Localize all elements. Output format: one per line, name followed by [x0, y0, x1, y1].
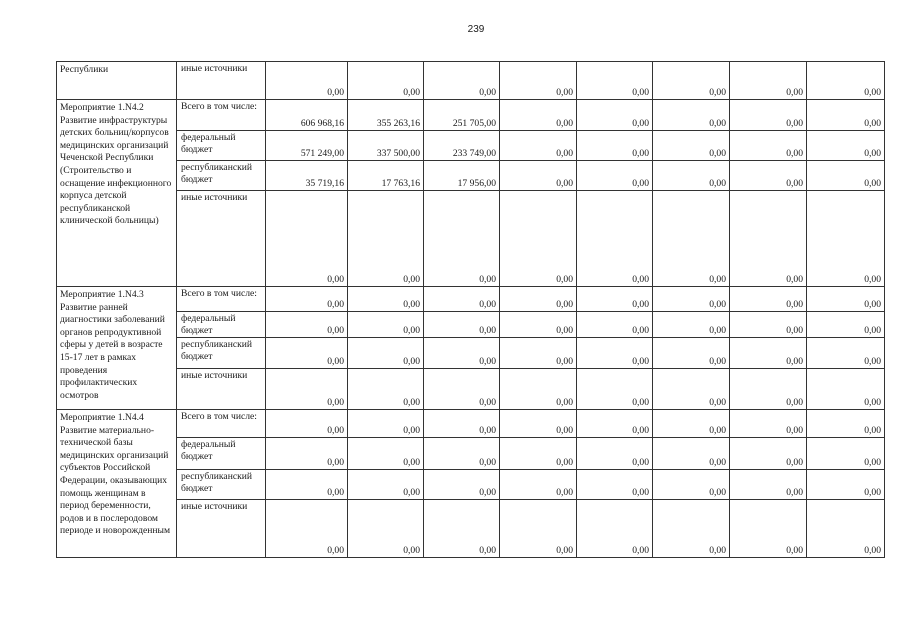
value-cell [500, 100, 577, 131]
value-text: 0,00 [786, 274, 803, 286]
value-cell [348, 470, 424, 500]
value-text: 0,00 [632, 457, 649, 469]
value-cell [500, 287, 577, 312]
value-text: 0,00 [556, 356, 573, 368]
value-text: 0,00 [786, 178, 803, 190]
value-text: 0,00 [864, 487, 881, 499]
value-text: 0,00 [327, 457, 344, 469]
value-cell [424, 338, 500, 369]
value-cell [807, 410, 885, 438]
table-row [57, 62, 885, 100]
value-text: 0,00 [556, 148, 573, 160]
value-cell [424, 410, 500, 438]
funding-source-cell: иные источники [177, 369, 266, 410]
value-cell [424, 161, 500, 191]
value-cell [730, 438, 807, 470]
table-row [57, 131, 885, 161]
value-cell [424, 100, 500, 131]
value-cell [348, 161, 424, 191]
value-cell [577, 62, 653, 100]
value-cell [348, 131, 424, 161]
value-cell [500, 62, 577, 100]
value-cell [348, 287, 424, 312]
value-text: 0,00 [709, 487, 726, 499]
value-text: 251 705,00 [452, 118, 496, 130]
value-cell [730, 369, 807, 410]
value-text: 0,00 [786, 148, 803, 160]
value-text: 0,00 [327, 356, 344, 368]
value-text: 0,00 [864, 325, 881, 337]
value-text: 0,00 [327, 397, 344, 409]
value-text: 0,00 [403, 87, 420, 99]
value-cell [348, 410, 424, 438]
value-text: 0,00 [479, 299, 496, 311]
value-text: 233 749,00 [452, 148, 496, 160]
value-cell [348, 191, 424, 287]
value-text: 0,00 [786, 118, 803, 130]
value-text: 0,00 [786, 545, 803, 557]
value-cell [266, 191, 348, 287]
value-cell [577, 438, 653, 470]
value-text: 0,00 [403, 425, 420, 437]
value-text: 0,00 [864, 274, 881, 286]
value-cell [500, 438, 577, 470]
table-row [57, 161, 885, 191]
value-text: 0,00 [632, 87, 649, 99]
value-text: 0,00 [786, 87, 803, 99]
value-cell [424, 438, 500, 470]
value-text: 0,00 [556, 425, 573, 437]
value-cell [577, 131, 653, 161]
value-text: 0,00 [327, 425, 344, 437]
value-text: 0,00 [403, 397, 420, 409]
table-row [57, 312, 885, 338]
value-cell [348, 369, 424, 410]
value-text: 0,00 [556, 397, 573, 409]
value-text: 0,00 [556, 274, 573, 286]
value-cell [807, 500, 885, 558]
value-text: 0,00 [632, 397, 649, 409]
value-text: 0,00 [632, 274, 649, 286]
funding-source-cell: федеральный бюджет [177, 312, 266, 338]
value-text: 0,00 [327, 325, 344, 337]
value-text: 0,00 [479, 425, 496, 437]
value-text: 0,00 [556, 325, 573, 337]
value-cell [653, 312, 730, 338]
value-cell [807, 191, 885, 287]
value-text: 0,00 [327, 299, 344, 311]
value-cell [266, 100, 348, 131]
value-cell [653, 191, 730, 287]
value-cell [730, 287, 807, 312]
value-text: 0,00 [327, 274, 344, 286]
value-cell [730, 312, 807, 338]
funding-source-cell: республиканский бюджет [177, 470, 266, 500]
table-row [57, 287, 885, 312]
value-text: 0,00 [403, 356, 420, 368]
value-text: 0,00 [556, 457, 573, 469]
value-cell [266, 500, 348, 558]
value-text: 0,00 [786, 457, 803, 469]
funding-source-cell: республиканский бюджет [177, 338, 266, 369]
value-cell [730, 191, 807, 287]
table-row [57, 438, 885, 470]
value-text: 0,00 [786, 397, 803, 409]
value-cell [424, 191, 500, 287]
table-row [57, 410, 885, 438]
value-cell [807, 287, 885, 312]
value-text: 0,00 [403, 299, 420, 311]
value-cell [577, 369, 653, 410]
value-text: 0,00 [556, 487, 573, 499]
value-cell [730, 100, 807, 131]
value-text: 0,00 [786, 425, 803, 437]
value-text: 35 719,16 [305, 178, 344, 190]
value-text: 0,00 [864, 545, 881, 557]
funding-source-cell: иные источники [177, 500, 266, 558]
value-text: 0,00 [632, 325, 649, 337]
value-text: 17 763,16 [381, 178, 420, 190]
value-cell [807, 100, 885, 131]
page-number: 239 [467, 24, 485, 35]
value-cell [266, 312, 348, 338]
value-cell [424, 62, 500, 100]
value-text: 0,00 [556, 299, 573, 311]
value-cell [424, 287, 500, 312]
measure-name-cell: Мероприятие 1.N4.3 Развитие ранней диагностики заболеваний органов репродуктивной сферы у детей в возрасте 15-17 лет в рамках проведения профилактических осмотров [57, 287, 177, 410]
value-text: 0,00 [709, 356, 726, 368]
value-text: 0,00 [403, 545, 420, 557]
value-text: 0,00 [556, 118, 573, 130]
measure-name-cell: Мероприятие 1.N4.4 Развитие материально-технической базы медицинских организаций субъектов Российской Федерации, оказывающих помощь женщинам в период беременности, родов и в послеродовом периоде и новорожденным [57, 410, 177, 558]
value-cell [424, 500, 500, 558]
value-cell [348, 62, 424, 100]
value-text: 0,00 [479, 397, 496, 409]
value-text: 0,00 [479, 457, 496, 469]
value-cell [266, 369, 348, 410]
value-text: 0,00 [327, 545, 344, 557]
table-row [57, 100, 885, 131]
table-row [57, 191, 885, 287]
value-cell [807, 312, 885, 338]
value-cell [807, 161, 885, 191]
value-text: 0,00 [556, 87, 573, 99]
value-cell [348, 312, 424, 338]
value-cell [348, 338, 424, 369]
value-cell [424, 312, 500, 338]
value-cell [807, 131, 885, 161]
value-cell [577, 191, 653, 287]
value-cell [348, 500, 424, 558]
value-text: 0,00 [632, 118, 649, 130]
value-cell [500, 338, 577, 369]
value-text: 0,00 [709, 457, 726, 469]
value-text: 0,00 [864, 356, 881, 368]
value-cell [348, 438, 424, 470]
value-cell [577, 470, 653, 500]
value-text: 0,00 [864, 425, 881, 437]
value-text: 0,00 [556, 545, 573, 557]
value-text: 0,00 [709, 118, 726, 130]
value-cell [500, 161, 577, 191]
value-cell [577, 287, 653, 312]
value-text: 0,00 [632, 356, 649, 368]
value-text: 0,00 [632, 545, 649, 557]
value-cell [500, 191, 577, 287]
value-cell [653, 500, 730, 558]
value-cell [653, 100, 730, 131]
value-cell [266, 410, 348, 438]
value-cell [577, 312, 653, 338]
value-cell [807, 438, 885, 470]
value-text: 0,00 [403, 325, 420, 337]
value-cell [730, 338, 807, 369]
value-cell [807, 62, 885, 100]
value-text: 0,00 [479, 325, 496, 337]
value-text: 0,00 [632, 148, 649, 160]
table-row [57, 500, 885, 558]
value-text: 0,00 [327, 487, 344, 499]
value-cell [730, 161, 807, 191]
funding-source-cell: иные источники [177, 62, 266, 100]
value-text: 0,00 [403, 457, 420, 469]
value-cell [730, 410, 807, 438]
value-text: 0,00 [403, 274, 420, 286]
value-text: 355 263,16 [376, 118, 420, 130]
value-cell [577, 338, 653, 369]
value-cell [266, 438, 348, 470]
value-cell [653, 338, 730, 369]
measure-name-cell: Республики [57, 62, 177, 100]
value-cell [266, 338, 348, 369]
value-cell [500, 131, 577, 161]
measure-name-cell: Мероприятие 1.N4.2 Развитие инфраструктуры детских больниц/корпусов медицинских организаций Чеченской Республики (Строительство и оснащение инфекционного корпуса детской республиканской клинической больницы) [57, 100, 177, 287]
table-row [57, 470, 885, 500]
value-cell [266, 131, 348, 161]
funding-source-cell: Всего в том числе: [177, 287, 266, 312]
value-cell [500, 312, 577, 338]
value-cell [653, 287, 730, 312]
funding-source-cell: федеральный бюджет [177, 438, 266, 470]
value-text: 0,00 [864, 299, 881, 311]
value-cell [730, 62, 807, 100]
value-text: 0,00 [709, 425, 726, 437]
value-text: 0,00 [479, 87, 496, 99]
value-cell [730, 131, 807, 161]
table-row [57, 338, 885, 369]
value-text: 606 968,16 [300, 118, 344, 130]
value-text: 0,00 [786, 356, 803, 368]
value-text: 0,00 [864, 178, 881, 190]
value-text: 0,00 [479, 545, 496, 557]
value-text: 0,00 [864, 148, 881, 160]
value-cell [807, 470, 885, 500]
value-text: 0,00 [786, 325, 803, 337]
value-cell [577, 500, 653, 558]
value-cell [653, 369, 730, 410]
funding-source-cell: иные источники [177, 191, 266, 287]
budget-table [56, 61, 885, 558]
value-text: 0,00 [327, 87, 344, 99]
value-text: 0,00 [479, 487, 496, 499]
value-text: 0,00 [709, 148, 726, 160]
value-text: 0,00 [632, 178, 649, 190]
funding-source-cell: федеральный бюджет [177, 131, 266, 161]
value-text: 17 956,00 [457, 178, 496, 190]
value-text: 0,00 [864, 118, 881, 130]
table-row [57, 369, 885, 410]
value-text: 0,00 [479, 274, 496, 286]
funding-source-cell: Всего в том числе: [177, 100, 266, 131]
value-cell [653, 161, 730, 191]
value-cell [577, 161, 653, 191]
value-cell [653, 438, 730, 470]
value-text: 571 249,00 [300, 148, 344, 160]
funding-source-cell: Всего в том числе: [177, 410, 266, 438]
value-text: 0,00 [403, 487, 420, 499]
value-text: 0,00 [709, 397, 726, 409]
value-text: 0,00 [709, 545, 726, 557]
value-cell [730, 470, 807, 500]
funding-source-cell: республиканский бюджет [177, 161, 266, 191]
value-text: 0,00 [709, 87, 726, 99]
value-cell [348, 100, 424, 131]
value-cell [730, 500, 807, 558]
budget-table-body [57, 62, 885, 558]
value-text: 0,00 [479, 356, 496, 368]
value-cell [653, 131, 730, 161]
value-cell [653, 470, 730, 500]
value-text: 0,00 [709, 299, 726, 311]
value-cell [577, 100, 653, 131]
value-text: 0,00 [632, 299, 649, 311]
value-text: 0,00 [786, 299, 803, 311]
value-text: 0,00 [709, 178, 726, 190]
value-cell [266, 62, 348, 100]
value-cell [653, 62, 730, 100]
value-cell [500, 470, 577, 500]
value-text: 0,00 [864, 397, 881, 409]
value-cell [500, 410, 577, 438]
value-cell [807, 369, 885, 410]
value-cell [653, 410, 730, 438]
value-cell [577, 410, 653, 438]
value-cell [424, 369, 500, 410]
value-text: 337 500,00 [376, 148, 420, 160]
value-text: 0,00 [632, 487, 649, 499]
value-cell [500, 369, 577, 410]
value-text: 0,00 [864, 457, 881, 469]
value-text: 0,00 [632, 425, 649, 437]
value-cell [266, 161, 348, 191]
value-cell [266, 287, 348, 312]
value-text: 0,00 [556, 178, 573, 190]
value-cell [500, 500, 577, 558]
value-cell [807, 338, 885, 369]
value-text: 0,00 [709, 274, 726, 286]
value-cell [424, 131, 500, 161]
value-cell [266, 470, 348, 500]
value-cell [424, 470, 500, 500]
value-text: 0,00 [786, 487, 803, 499]
value-text: 0,00 [709, 325, 726, 337]
value-text: 0,00 [864, 87, 881, 99]
